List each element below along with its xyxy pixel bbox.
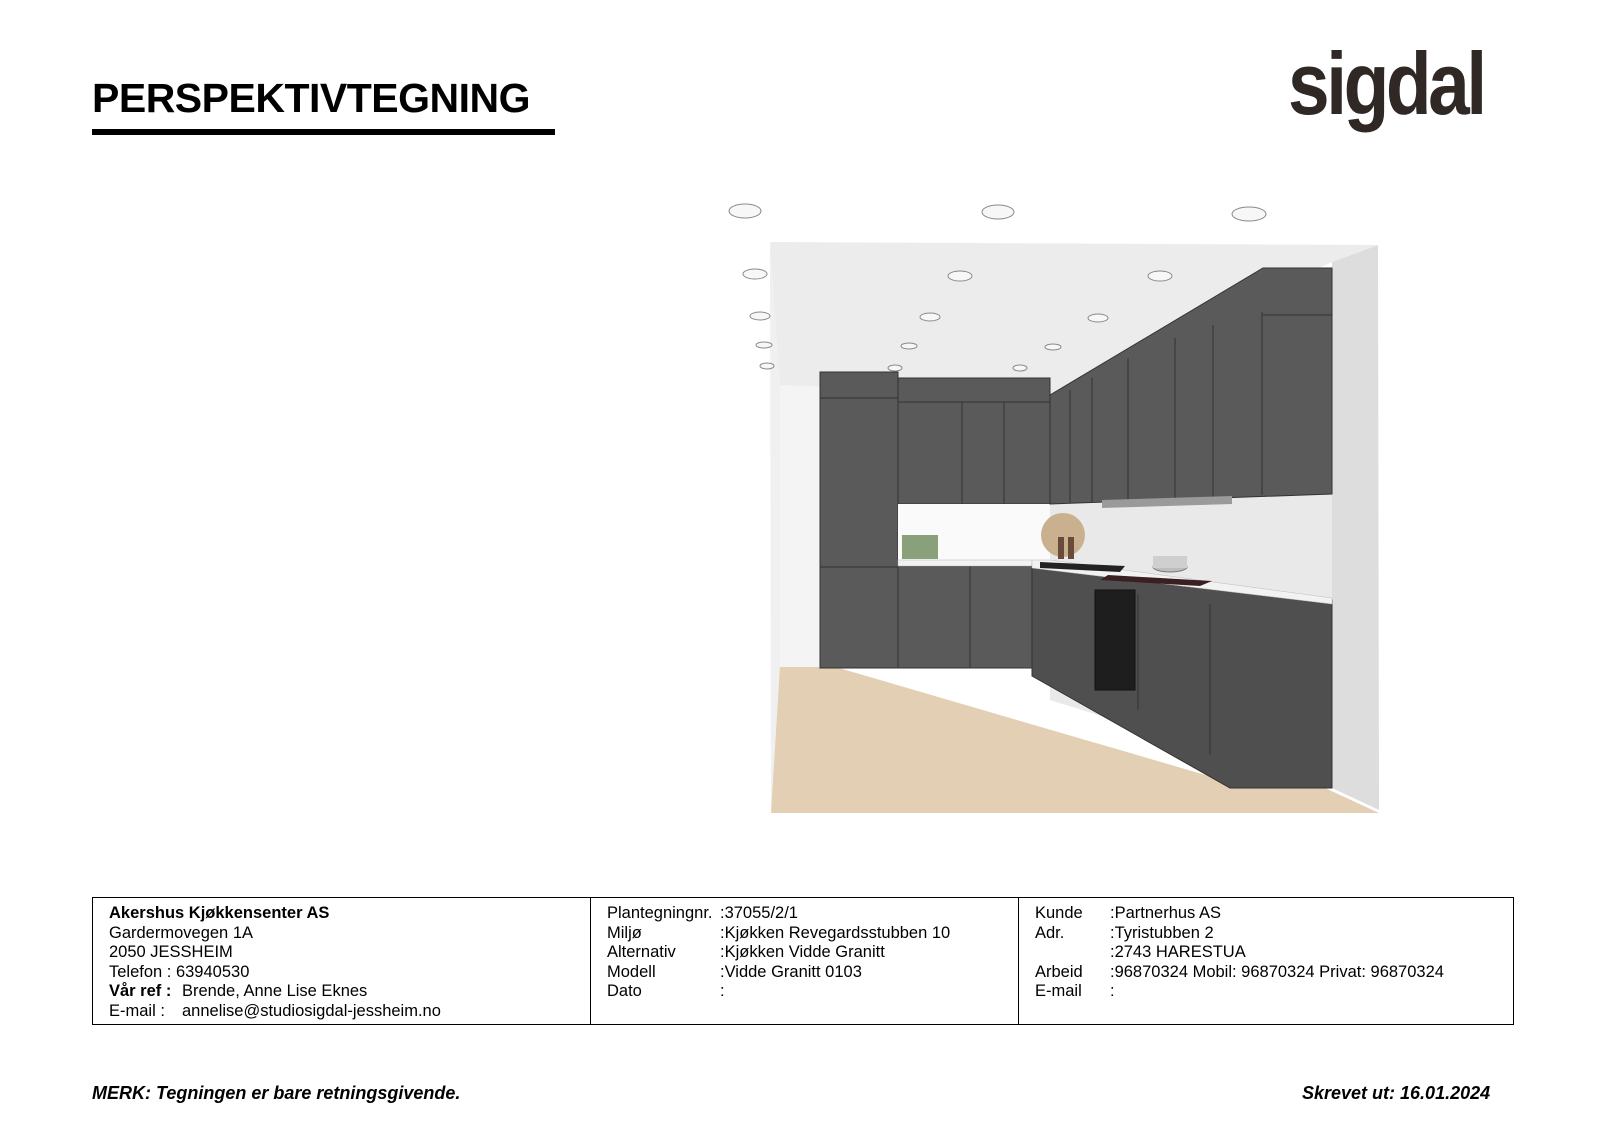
plan-label: Alternativ bbox=[607, 943, 676, 961]
plan-label: Modell bbox=[607, 962, 656, 981]
customer-label: Adr. bbox=[1035, 923, 1065, 942]
reference-label: Vår ref : bbox=[109, 982, 172, 1000]
company-column bbox=[93, 898, 591, 1024]
plan-value: :Kjøkken Vidde Granitt bbox=[720, 943, 885, 961]
customer-row bbox=[1035, 924, 1513, 944]
oven bbox=[1095, 590, 1135, 690]
customer-value: :Partnerhus AS bbox=[1110, 904, 1221, 922]
customer-row bbox=[1035, 904, 1513, 924]
printed-date: Skrevet ut: 16.01.2024 bbox=[1302, 1083, 1491, 1103]
customer-column bbox=[1019, 898, 1513, 1024]
plan-row bbox=[607, 924, 1018, 944]
company-phone: Telefon : 63940530 bbox=[109, 962, 250, 981]
page-title: PERSPEKTIVTEGNING bbox=[92, 78, 555, 135]
plan-value: :Kjøkken Revegardsstubben 10 bbox=[720, 923, 951, 942]
company-email-value: annelise@studiosigdal-jessheim.no bbox=[182, 1001, 441, 1020]
customer-label: Arbeid bbox=[1035, 962, 1083, 981]
company-name: Akershus Kjøkkensenter AS bbox=[109, 904, 330, 922]
plan-value: :37055/2/1 bbox=[720, 904, 798, 922]
reference-value: Brende, Anne Lise Eknes bbox=[182, 982, 368, 1000]
customer-value: :96870324 Mobil: 96870324 Privat: 96870324 bbox=[1110, 962, 1444, 981]
tall-cabinet bbox=[820, 372, 898, 668]
plan-column bbox=[591, 898, 1019, 1024]
plan-label: Dato bbox=[607, 982, 642, 1000]
customer-row bbox=[1035, 982, 1513, 1002]
customer-value: :2743 HARESTUA bbox=[1110, 943, 1246, 961]
info-table bbox=[92, 897, 1514, 1025]
customer-label: E-mail bbox=[1035, 982, 1082, 1000]
plants bbox=[902, 535, 938, 559]
right-wall bbox=[1332, 245, 1379, 810]
plan-value: : bbox=[720, 982, 725, 1000]
plan-value: :Vidde Granitt 0103 bbox=[720, 962, 862, 981]
reference-row bbox=[109, 982, 590, 1002]
company-email-row bbox=[109, 1002, 590, 1022]
plan-row bbox=[607, 904, 1018, 924]
customer-value: :Tyristubben 2 bbox=[1110, 923, 1214, 942]
sigdal-logo: sigdal bbox=[1288, 34, 1484, 133]
plan-row bbox=[607, 943, 1018, 963]
plan-row bbox=[607, 982, 1018, 1002]
plan-label: Miljø bbox=[607, 923, 642, 942]
plan-row bbox=[607, 963, 1018, 983]
customer-row bbox=[1035, 963, 1513, 983]
customer-label: Kunde bbox=[1035, 904, 1083, 922]
kitchen-perspective-drawing bbox=[720, 190, 1380, 820]
plan-label: Plantegningnr. bbox=[607, 904, 713, 922]
customer-value: : bbox=[1110, 982, 1115, 1000]
company-street: Gardermovegen 1A bbox=[109, 923, 253, 942]
company-city: 2050 JESSHEIM bbox=[109, 943, 233, 961]
base-cabinets-back bbox=[898, 566, 1032, 668]
wall-cabinets-back bbox=[898, 378, 1050, 504]
disclaimer-note: MERK: Tegningen er bare retningsgivende. bbox=[92, 1083, 461, 1103]
company-email-label: E-mail : bbox=[109, 1001, 165, 1020]
customer-label bbox=[1035, 943, 1110, 963]
customer-row bbox=[1035, 943, 1513, 963]
